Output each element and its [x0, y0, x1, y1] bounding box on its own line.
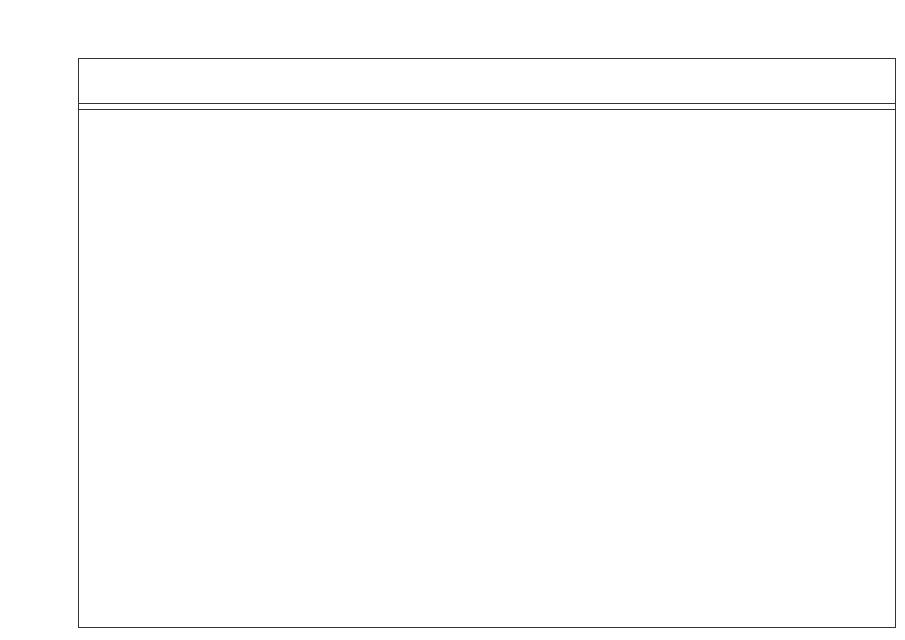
column-number-row	[79, 103, 895, 110]
program-table	[78, 58, 896, 628]
table-header	[79, 59, 895, 104]
